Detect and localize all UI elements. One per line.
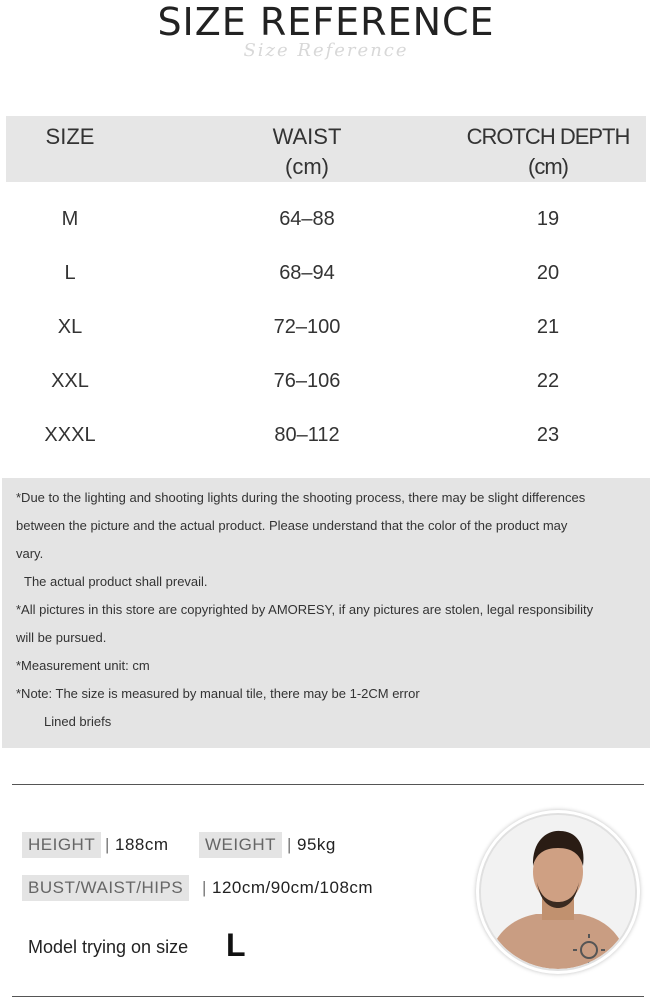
size-cell: XL: [57, 316, 83, 338]
column-header-crotch-depth: CROTCH DEPTH (cm): [466, 124, 630, 179]
size-cell: XXXL: [44, 424, 96, 446]
height-label: HEIGHT: [22, 832, 101, 858]
crotch-cell: 23: [536, 424, 560, 446]
size-cell: L: [64, 262, 76, 284]
crotch-cell: 22: [536, 370, 560, 392]
table-header: [6, 116, 646, 182]
model-trying-text: Model trying on size: [28, 937, 189, 957]
page-subtitle-script: Size Reference: [243, 40, 409, 61]
waist-cell: 72–100: [273, 316, 341, 338]
separator: |: [287, 835, 292, 854]
waist-cell: 64–88: [279, 208, 335, 230]
note-line: *All pictures in this store are copyrighted by AMORESY, if any pictures are stolen, legal responsibility: [16, 602, 594, 617]
crotch-cell: 19: [536, 208, 560, 230]
page-title: SIZE REFERENCE: [157, 0, 495, 44]
waist-cell: 80–112: [274, 424, 340, 446]
model-height-weight-row: [22, 832, 442, 858]
size-cell: XXL: [51, 370, 89, 392]
divider: [12, 784, 644, 785]
model-trying-size: L: [226, 927, 246, 963]
separator: |: [105, 835, 110, 854]
size-cell: M: [61, 208, 79, 230]
weight-label: WEIGHT: [199, 832, 282, 858]
weight-value: 95kg: [297, 835, 336, 854]
note-line: The actual product shall prevail.: [24, 574, 208, 589]
table-row: [0, 354, 652, 408]
height-value: 188cm: [115, 835, 169, 854]
bwh-label: BUST/WAIST/HIPS: [22, 875, 189, 901]
note-line: *Note: The size is measured by manual tile, there may be 1-2CM error: [16, 686, 420, 701]
note-line: *Measurement unit: cm: [16, 658, 150, 673]
model-avatar: [476, 810, 640, 974]
table-row: [0, 408, 652, 462]
table-row: [0, 246, 652, 300]
column-header-size: SIZE: [45, 124, 95, 149]
bwh-value: 120cm/90cm/108cm: [212, 878, 374, 897]
divider-bottom: [12, 996, 644, 997]
model-photo-frame: [476, 810, 640, 974]
table-row: [0, 300, 652, 354]
waist-cell: 76–106: [273, 370, 341, 392]
note-line: *Due to the lighting and shooting lights during the shooting process, there may be slight differences: [16, 490, 586, 505]
note-line: vary.: [16, 546, 44, 561]
crotch-cell: 21: [536, 316, 560, 338]
crotch-cell: 20: [536, 262, 560, 284]
model-measurements-row: [22, 875, 442, 901]
note-line: will be pursued.: [16, 630, 107, 645]
table-row: [0, 192, 652, 246]
waist-cell: 68–94: [279, 262, 335, 284]
notes-panel: [2, 478, 650, 748]
column-header-waist: WAIST (cm): [272, 124, 342, 179]
note-line: Lined briefs: [44, 714, 112, 729]
note-line: between the picture and the actual product. Please understand that the color of the product may: [16, 518, 568, 533]
separator: |: [202, 878, 207, 897]
